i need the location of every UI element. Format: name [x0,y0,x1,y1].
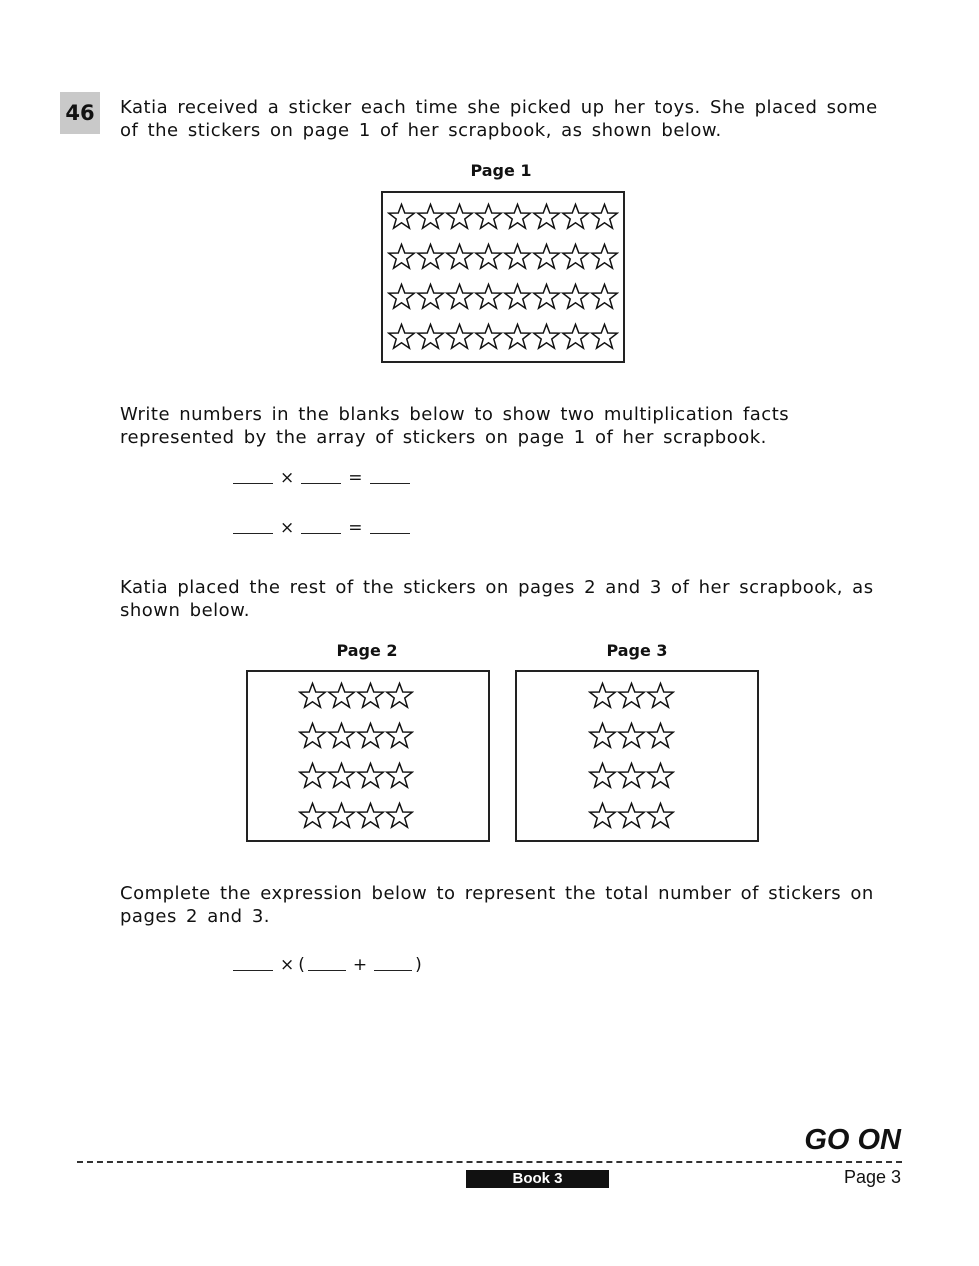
star-row [387,197,619,237]
fact-equation-1 [230,468,413,488]
star-row [298,716,414,756]
page3-sticker-box [515,670,759,842]
star-sticker-icon [590,280,619,314]
plus-sign: + [352,955,368,975]
star-row [298,756,414,796]
star-row [298,676,414,716]
star-sticker-icon [474,200,503,234]
star-sticker-icon [385,759,414,793]
go-on-label: GO ON [804,1124,901,1156]
star-sticker-icon [385,679,414,713]
star-sticker-icon [532,320,561,354]
question-intro-2: Katia placed the rest of the stickers on pages 2 and 3 of her scrapbook, as shown below. [120,577,874,621]
star-sticker-icon [646,679,675,713]
star-sticker-icon [617,799,646,833]
page1-star-grid [387,197,619,357]
star-sticker-icon [387,200,416,234]
star-sticker-icon [588,679,617,713]
star-sticker-icon [385,799,414,833]
star-sticker-icon [356,759,385,793]
star-sticker-icon [503,320,532,354]
star-sticker-icon [590,320,619,354]
times-sign: × [280,955,295,975]
star-sticker-icon [646,759,675,793]
question-intro: Katia received a sticker each time she picked up her toys. She placed some of the stickers on page 1 of her scrapbook, as shown below. [120,97,878,141]
star-sticker-icon [385,719,414,753]
star-sticker-icon [327,679,356,713]
fact1-product-blank[interactable] [370,469,410,484]
star-sticker-icon [327,759,356,793]
star-sticker-icon [474,320,503,354]
fact1-factor2-blank[interactable] [301,469,341,484]
star-sticker-icon [327,799,356,833]
star-sticker-icon [356,679,385,713]
instruction-multiplication-facts: Write numbers in the blanks below to show two multiplication facts represented by the array of stickers on page 1 of her scrapbook. [120,404,790,448]
instruction-expression: Complete the expression below to represent the total number of stickers on pages 2 and 3. [120,883,874,927]
star-sticker-icon [561,280,590,314]
star-sticker-icon [298,679,327,713]
star-row [387,277,619,317]
page3-star-grid [588,676,675,836]
page2-star-grid [298,676,414,836]
star-sticker-icon [590,200,619,234]
times-sign: × [280,518,295,538]
star-sticker-icon [503,240,532,274]
star-row [298,796,414,836]
star-sticker-icon [646,719,675,753]
equals-sign: = [348,468,363,488]
star-sticker-icon [387,240,416,274]
fact2-product-blank[interactable] [370,519,410,534]
star-sticker-icon [445,320,474,354]
star-sticker-icon [298,719,327,753]
expression-addend2-blank[interactable] [374,956,412,971]
star-sticker-icon [416,200,445,234]
page2-sticker-box [246,670,490,842]
footer-divider [77,1161,902,1163]
star-sticker-icon [561,200,590,234]
star-sticker-icon [532,200,561,234]
star-sticker-icon [588,719,617,753]
star-row [588,796,675,836]
star-sticker-icon [617,719,646,753]
page1-caption: Page 1 [470,161,532,180]
star-sticker-icon [356,799,385,833]
star-sticker-icon [532,240,561,274]
star-sticker-icon [532,280,561,314]
book-label: Book 3 [466,1170,609,1188]
star-sticker-icon [387,320,416,354]
star-sticker-icon [588,759,617,793]
expression-factor-blank[interactable] [233,956,273,971]
page3-caption: Page 3 [606,641,668,660]
star-sticker-icon [445,240,474,274]
fact-equation-2 [230,518,413,538]
star-sticker-icon [561,240,590,274]
star-row [588,716,675,756]
star-row [588,756,675,796]
star-sticker-icon [298,799,327,833]
star-sticker-icon [561,320,590,354]
star-sticker-icon [327,719,356,753]
times-sign: × [280,468,295,488]
star-sticker-icon [617,759,646,793]
fact2-factor2-blank[interactable] [301,519,341,534]
star-sticker-icon [474,240,503,274]
star-sticker-icon [387,280,416,314]
star-sticker-icon [416,320,445,354]
star-sticker-icon [356,719,385,753]
close-paren: ) [415,955,422,975]
star-row [387,317,619,357]
star-sticker-icon [445,200,474,234]
star-sticker-icon [416,240,445,274]
star-row [387,237,619,277]
page2-caption: Page 2 [336,641,398,660]
star-sticker-icon [617,679,646,713]
expression-equation [230,955,422,975]
fact1-factor1-blank[interactable] [233,469,273,484]
open-paren: ( [298,955,305,975]
page1-sticker-box [381,191,625,363]
star-sticker-icon [503,280,532,314]
star-sticker-icon [445,280,474,314]
star-sticker-icon [503,200,532,234]
star-sticker-icon [588,799,617,833]
star-sticker-icon [474,280,503,314]
star-sticker-icon [646,799,675,833]
equals-sign: = [348,518,363,538]
page-number: Page 3 [843,1167,901,1187]
star-sticker-icon [416,280,445,314]
star-sticker-icon [298,759,327,793]
star-row [588,676,675,716]
star-sticker-icon [590,240,619,274]
question-number: 46 [60,92,100,134]
expression-addend1-blank[interactable] [308,956,346,971]
fact2-factor1-blank[interactable] [233,519,273,534]
